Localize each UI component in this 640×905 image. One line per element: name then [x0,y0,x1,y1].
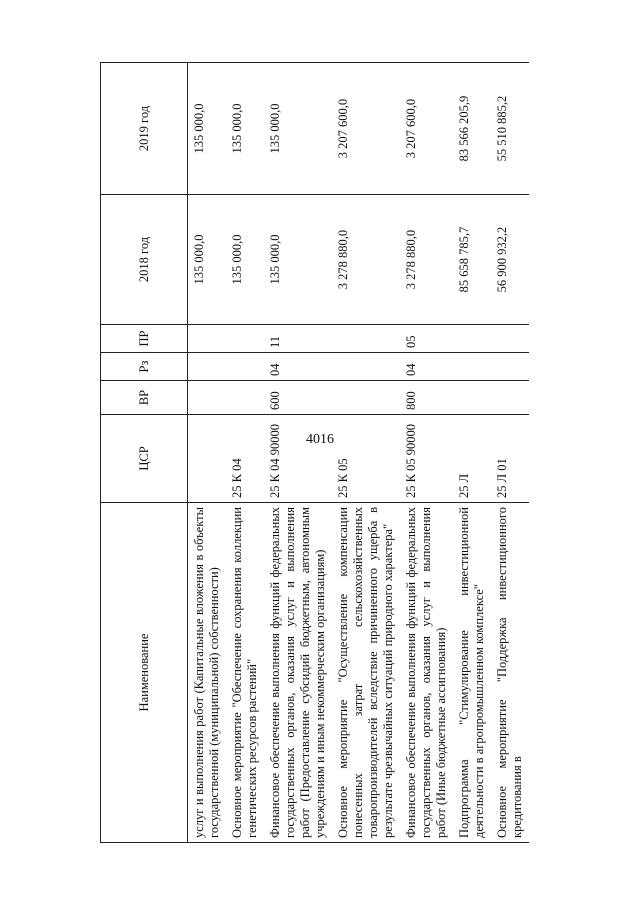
row-vr [226,381,264,415]
row-2018: 3 278 880,0 [400,195,453,325]
row-vr: 600 [264,381,332,415]
row-2019: 135 000,0 [226,63,264,195]
row-rz [491,353,529,381]
row-vr [491,381,529,415]
row-2019: 135 000,0 [264,63,332,195]
header-row [101,63,188,843]
row-csr: 25 Л 01 [491,415,529,503]
header-2019: 2019 год [101,63,188,195]
row-vr: 800 [400,381,453,415]
row-csr: 25 К 04 [226,415,264,503]
table-row [264,63,332,843]
row-2019: 55 510 885,2 [491,63,529,195]
header-vr: ВР [101,381,188,415]
row-2018: 3 278 880,0 [332,195,400,325]
header-name: Наименование [101,503,188,843]
row-csr: 25 К 04 90000 [264,415,332,503]
row-pr [188,325,227,353]
table-row [188,63,227,843]
row-pr [453,325,491,353]
row-2019: 83 566 205,9 [453,63,491,195]
row-rz [226,353,264,381]
row-name: Финансовое обеспечение выполнения функций федеральных государственных органов, оказания услуг и выполнения работ (Иные бюджетные ассигнования) [400,503,453,843]
page-number: 4016 [306,432,334,447]
row-name: услуг и выполнения работ (Капитальные вложения в объекты государственной (муниципальной) собственности) [188,503,227,843]
row-vr [453,381,491,415]
row-pr [491,325,529,353]
row-2019: 3 207 600,0 [400,63,453,195]
table-row [453,63,491,843]
row-2018: 56 900 932,2 [491,195,529,325]
header-2018: 2018 год [101,195,188,325]
table-row [332,63,400,843]
row-csr: 25 К 05 [332,415,400,503]
row-rz: 04 [400,353,453,381]
row-pr [332,325,400,353]
row-name: Финансовое обеспечение выполнения функций федеральных государственных органов, оказания услуг и выполнения работ (Предоставление субсидий бюджетным, автономным учреждениям и иным некоммерческим организациям) [264,503,332,843]
row-name: Основное мероприятие "Обеспечение сохранения коллекции генетических ресурсов растений" [226,503,264,843]
budget-table [100,62,529,843]
row-rz [188,353,227,381]
row-2019: 135 000,0 [188,63,227,195]
row-name: Подпрограмма "Стимулирование инвестиционной деятельности в агропромышленном комплексе" [453,503,491,843]
row-2018: 85 658 785,7 [453,195,491,325]
header-pr: ПР [101,325,188,353]
row-rz [453,353,491,381]
row-vr [188,381,227,415]
row-2018: 135 000,0 [226,195,264,325]
row-csr: 25 Л [453,415,491,503]
budget-table-rotated [100,63,580,843]
table-row [400,63,453,843]
row-csr [188,415,227,503]
row-rz: 04 [264,353,332,381]
row-name: Основное мероприятие "Осуществление компенсации понесенных затрат сельскохозяйственных товаропроизводителей вследствие причиненного ущерба в результате чрезвычайных ситуаций природного характера" [332,503,400,843]
row-2018: 135 000,0 [264,195,332,325]
row-vr [332,381,400,415]
row-pr: 11 [264,325,332,353]
row-csr: 25 К 05 90000 [400,415,453,503]
row-2018: 135 000,0 [188,195,227,325]
row-2019: 3 207 600,0 [332,63,400,195]
row-pr [226,325,264,353]
row-pr: 05 [400,325,453,353]
table-row [226,63,264,843]
row-name: Основное мероприятие "Поддержка инвестиционного кредитования в [491,503,529,843]
table-row [491,63,529,843]
header-rz: Рз [101,353,188,381]
header-csr: ЦСР [101,415,188,503]
row-rz [332,353,400,381]
